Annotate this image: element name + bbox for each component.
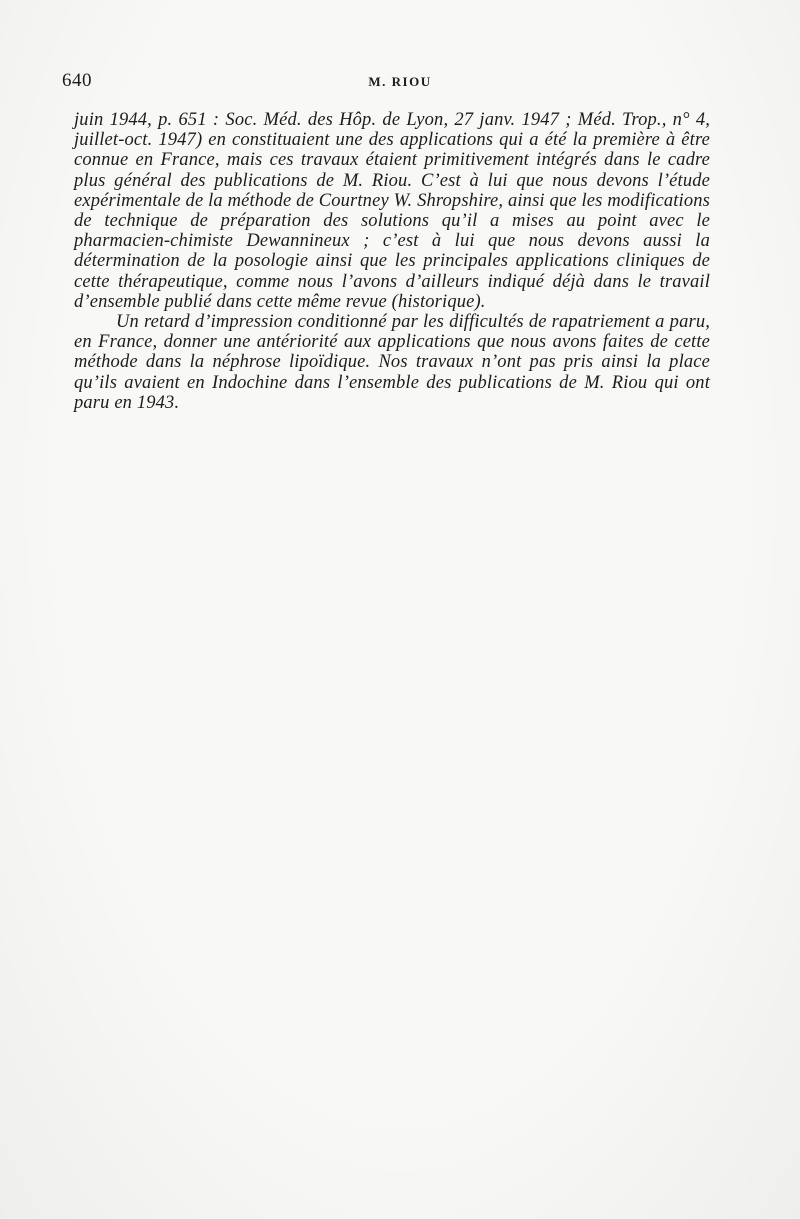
running-header: [62, 70, 738, 100]
body-text: [74, 110, 710, 413]
paragraph: Un retard d’impression conditionné par les difficultés de rapatriement a paru, en France, donner une antériorité aux applications que nous avons faites de cette méthode dans la néphrose lipoïdique. Nos travaux n’ont pas pris ainsi la place qu’ils avaient en Indochine dans l’ensemble des publications de M. Riou qui ont paru en 1943.: [74, 312, 710, 413]
paragraph: juin 1944, p. 651 : Soc. Méd. des Hôp. de Lyon, 27 janv. 1947 ; Méd. Trop., n° 4, juillet-oct. 1947) en constituaient une des applications qui a été la première à être connue en France, mais ces travaux étaient primitivement intégrés dans le cadre plus général des publications de M. Riou. C’est à lui que nous devons l’étude expérimentale de la méthode de Courtney W. Shropshire, ainsi que les modifications de technique de préparation des solutions qu’il a mises au point avec le pharmacien-chimiste Dewannineux ; c’est à lui que nous devons aussi la détermination de la posologie ainsi que les principales applications cliniques de cette thérapeutique, comme nous l’avons d’ailleurs indiqué déjà dans le travail d’ensemble publié dans cette même revue (historique).: [74, 110, 710, 312]
page-number: 640: [62, 70, 92, 91]
running-title: M. RIOU: [368, 74, 432, 89]
